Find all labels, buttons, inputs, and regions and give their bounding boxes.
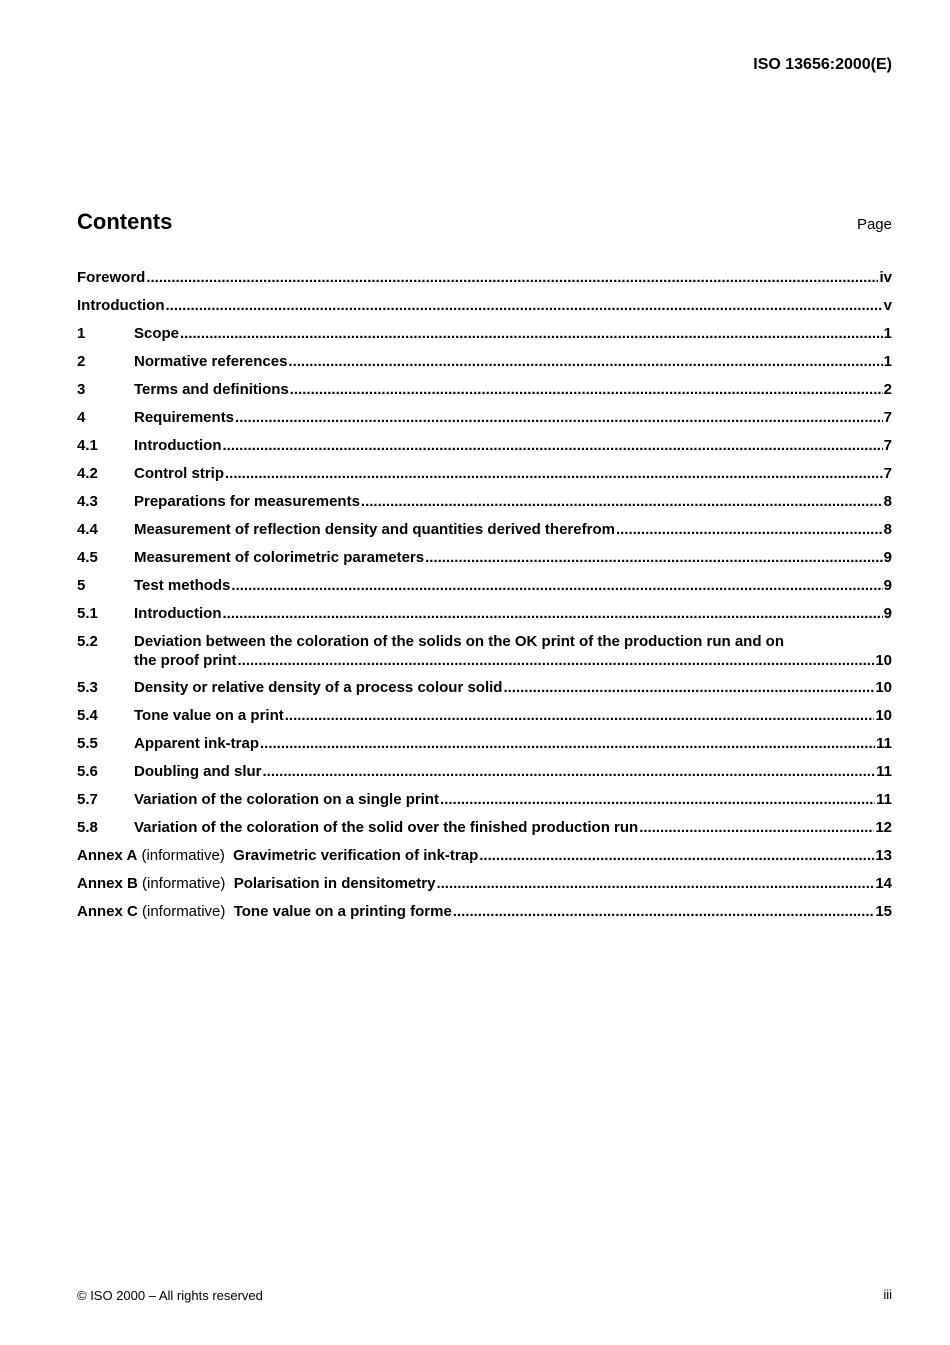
dot-leader [290,380,883,399]
toc-entry-3[interactable] [77,380,892,408]
toc-entry-number: 4.1 [77,437,98,454]
toc-entry-5-8[interactable] [77,818,892,846]
toc-entry-5-3[interactable] [77,678,892,706]
toc-entry-number: 5.6 [77,763,98,780]
toc-entry-title: Scope [134,325,180,342]
toc-entry-number: 5.4 [77,707,98,724]
toc-entry-title: Control strip [134,465,224,482]
toc-entry-number: 4.3 [77,493,98,510]
toc-entry-page: 15 [875,903,892,920]
annex-info: (informative) [141,847,225,864]
toc-entry-page: 10 [875,679,892,696]
table-of-contents [77,268,892,930]
dot-leader [503,678,874,697]
toc-entry-page: 7 [883,465,892,482]
page-column-label: Page [856,216,892,233]
dot-leader [361,492,883,511]
toc-entry-number: 2 [77,353,86,370]
toc-entry-5-2[interactable] [77,632,892,678]
dot-leader [639,818,874,837]
annex-info: (informative) [142,875,226,892]
toc-entry-title-line1: Deviation between the coloration of the solids on the OK print of the production run and on [134,633,784,650]
toc-entry-page: 9 [883,549,892,566]
toc-entry-page: 12 [875,819,892,836]
toc-entry-page: 8 [883,493,892,510]
toc-entry-page: 13 [875,847,892,864]
dot-leader [479,846,874,865]
toc-entry-annex-a[interactable] [77,846,892,874]
dot-leader [263,762,876,781]
toc-entry-number: 4.4 [77,521,98,538]
toc-entry-page: 7 [883,409,892,426]
toc-entry-title: Introduction [134,605,222,622]
toc-entry-5-4[interactable] [77,706,892,734]
annex-label: Annex A [77,847,138,864]
toc-entry-page: 10 [875,652,892,669]
toc-entry-number: 4.2 [77,465,98,482]
toc-entry-title: Test methods [134,577,231,594]
toc-entry-number: 4.5 [77,549,98,566]
toc-entry-number: 5.2 [77,633,98,650]
dot-leader [237,651,874,670]
toc-entry-title: Variation of the coloration on a single print [134,791,440,808]
toc-entry-5-6[interactable] [77,762,892,790]
footer-copyright: © ISO 2000 – All rights reserved [77,1288,263,1303]
toc-entry-introduction[interactable] [77,296,892,324]
toc-entry-page: 8 [883,521,892,538]
toc-entry-number: 5.7 [77,791,98,808]
toc-entry-page: 11 [876,763,892,780]
toc-entry-title: Foreword [77,269,146,286]
toc-entry-title: Measurement of colorimetric parameters [134,549,425,566]
dot-leader [222,604,882,623]
toc-entry-title: Gravimetric verification of ink-trap [233,847,479,864]
dot-leader [616,520,883,539]
dot-leader [165,296,882,315]
dot-leader [425,548,883,567]
toc-entry-foreword[interactable] [77,268,892,296]
toc-entry-title-line2: the proof print [134,652,237,669]
toc-entry-2[interactable] [77,352,892,380]
footer-page-number: iii [883,1287,892,1302]
toc-entry-page: 1 [883,325,892,342]
toc-entry-page: v [883,297,892,314]
toc-entry-title: Tone value on a printing forme [233,903,452,920]
toc-entry-title: Introduction [77,297,165,314]
dot-leader [285,706,875,725]
toc-entry-title: Polarisation in densitometry [233,875,436,892]
toc-entry-page: 1 [883,353,892,370]
toc-entry-title: Introduction [134,437,222,454]
toc-entry-number: 3 [77,381,86,398]
toc-entry-title: Doubling and slur [134,763,262,780]
toc-entry-4[interactable] [77,408,892,436]
contents-title: Contents [77,209,173,234]
dot-leader [288,352,882,371]
toc-entry-page: 7 [883,437,892,454]
toc-entry-page: 11 [876,735,892,752]
dot-leader [180,324,883,343]
annex-label: Annex B [77,875,138,892]
toc-entry-page: 9 [883,577,892,594]
dot-leader [436,874,874,893]
toc-entry-number: 1 [77,325,86,342]
toc-entry-page: 2 [883,381,892,398]
annex-info: (informative) [142,903,226,920]
toc-entry-title: Requirements [134,409,235,426]
toc-entry-4-2[interactable] [77,464,892,492]
toc-entry-4-5[interactable] [77,548,892,576]
dot-leader [222,436,882,455]
toc-entry-title: Preparations for measurements [134,493,360,510]
dot-leader [440,790,875,809]
document-id: ISO 13656:2000(E) [753,56,892,73]
toc-entry-title: Tone value on a print [134,707,284,724]
toc-entry-title: Measurement of reflection density and quantities derived therefrom [134,521,615,538]
toc-entry-title: Normative references [134,353,288,370]
dot-leader [231,576,882,595]
toc-entry-4-3[interactable] [77,492,892,520]
toc-entry-number: 5.3 [77,679,98,696]
toc-entry-annex-c[interactable] [77,902,892,930]
toc-entry-page: 14 [875,875,892,892]
toc-entry-5[interactable] [77,576,892,604]
toc-entry-5-7[interactable] [77,790,892,818]
dot-leader [260,734,875,753]
toc-entry-number: 5 [77,577,86,594]
toc-entry-5-1[interactable] [77,604,892,632]
dot-leader [225,464,883,483]
dot-leader [453,902,875,921]
toc-entry-number: 4 [77,409,86,426]
toc-entry-number: 5.5 [77,735,98,752]
toc-entry-number: 5.1 [77,605,98,622]
annex-label: Annex C [77,903,138,920]
toc-entry-title: Density or relative density of a process colour solid [134,679,503,696]
toc-entry-title: Apparent ink-trap [134,735,260,752]
dot-leader [235,408,883,427]
toc-entry-page: 11 [876,791,892,808]
toc-entry-page: iv [879,269,892,286]
toc-entry-title: Variation of the coloration of the solid over the finished production run [134,819,639,836]
toc-entry-4-4[interactable] [77,520,892,548]
toc-entry-1[interactable] [77,324,892,352]
toc-entry-5-5[interactable] [77,734,892,762]
dot-leader [146,268,878,287]
toc-entry-page: 10 [875,707,892,724]
toc-entry-page: 9 [883,605,892,622]
toc-entry-title: Terms and definitions [134,381,289,398]
toc-entry-4-1[interactable] [77,436,892,464]
toc-entry-annex-b[interactable] [77,874,892,902]
toc-entry-number: 5.8 [77,819,98,836]
